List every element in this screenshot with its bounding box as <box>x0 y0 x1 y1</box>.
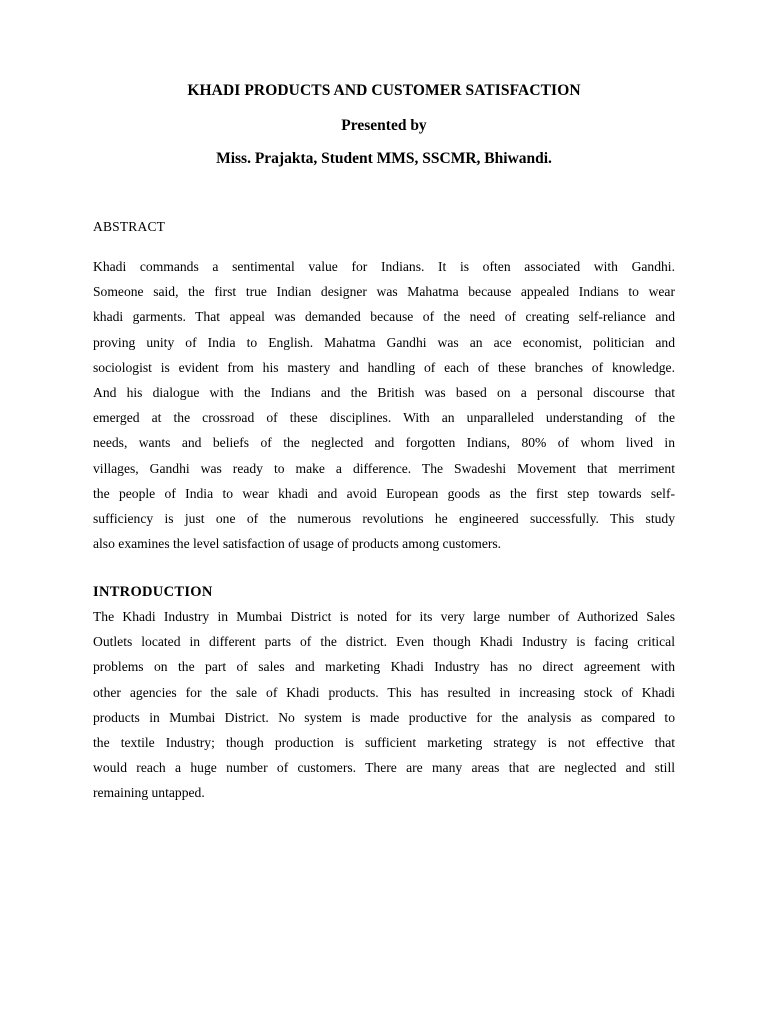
abstract-line: sufficiency is just one of the numerous revolutions he engineered successfully. This study <box>93 510 675 526</box>
introduction-line: Outlets located in different parts of the district. Even though Khadi Industry is facing critical <box>93 634 675 650</box>
abstract-line: proving unity of India to English. Mahatma Gandhi was an ace economist, politician and <box>93 334 675 350</box>
introduction-line: other agencies for the sale of Khadi products. This has resulted in increasing stock of Khadi <box>93 684 675 700</box>
abstract-line: emerged at the crossroad of these disciplines. With an unparalleled understanding of the <box>93 410 675 426</box>
document-title: KHADI PRODUCTS AND CUSTOMER SATISFACTION <box>187 82 581 99</box>
abstract-paragraph <box>93 254 675 556</box>
introduction-line: would reach a huge number of customers. There are many areas that are neglected and still <box>93 760 675 776</box>
abstract-line: And his dialogue with the Indians and the British was based on a personal discourse that <box>93 384 675 400</box>
introduction-heading: INTRODUCTION <box>93 584 213 600</box>
author-line: Miss. Prajakta, Student MMS, SSCMR, Bhiwandi. <box>216 150 552 167</box>
abstract-heading: ABSTRACT <box>93 219 166 234</box>
abstract-line: khadi garments. That appeal was demanded because of the need of creating self-reliance and <box>93 309 675 325</box>
introduction-line: problems on the part of sales and marketing Khadi Industry has no direct agreement with <box>93 659 675 675</box>
introduction-line: the textile Industry; though production is sufficient marketing strategy is not effective that <box>93 734 675 750</box>
abstract-line: Khadi commands a sentimental value for Indians. It is often associated with Gandhi. <box>93 259 675 274</box>
abstract-line: sociologist is evident from his mastery and handling of each of these branches of knowledge. <box>93 359 675 375</box>
abstract-line: also examines the level satisfaction of usage of products among customers. <box>93 536 502 552</box>
abstract-line: needs, wants and beliefs of the neglected and forgotten Indians, 80% of whom lived in <box>93 435 675 451</box>
introduction-line: The Khadi Industry in Mumbai District is noted for its very large number of Authorized Sales <box>93 609 675 624</box>
presented-by-label: Presented by <box>341 117 427 134</box>
abstract-line: villages, Gandhi was ready to make a difference. The Swadeshi Movement that merriment <box>93 460 675 476</box>
abstract-line: Someone said, the first true Indian designer was Mahatma because appealed Indians to wear <box>93 284 675 300</box>
introduction-paragraph <box>93 604 675 806</box>
introduction-line: remaining untapped. <box>93 785 205 801</box>
introduction-line: products in Mumbai District. No system is made productive for the analysis as compared to <box>93 709 675 725</box>
abstract-line: the people of India to wear khadi and avoid European goods as the first step towards self- <box>93 485 675 501</box>
